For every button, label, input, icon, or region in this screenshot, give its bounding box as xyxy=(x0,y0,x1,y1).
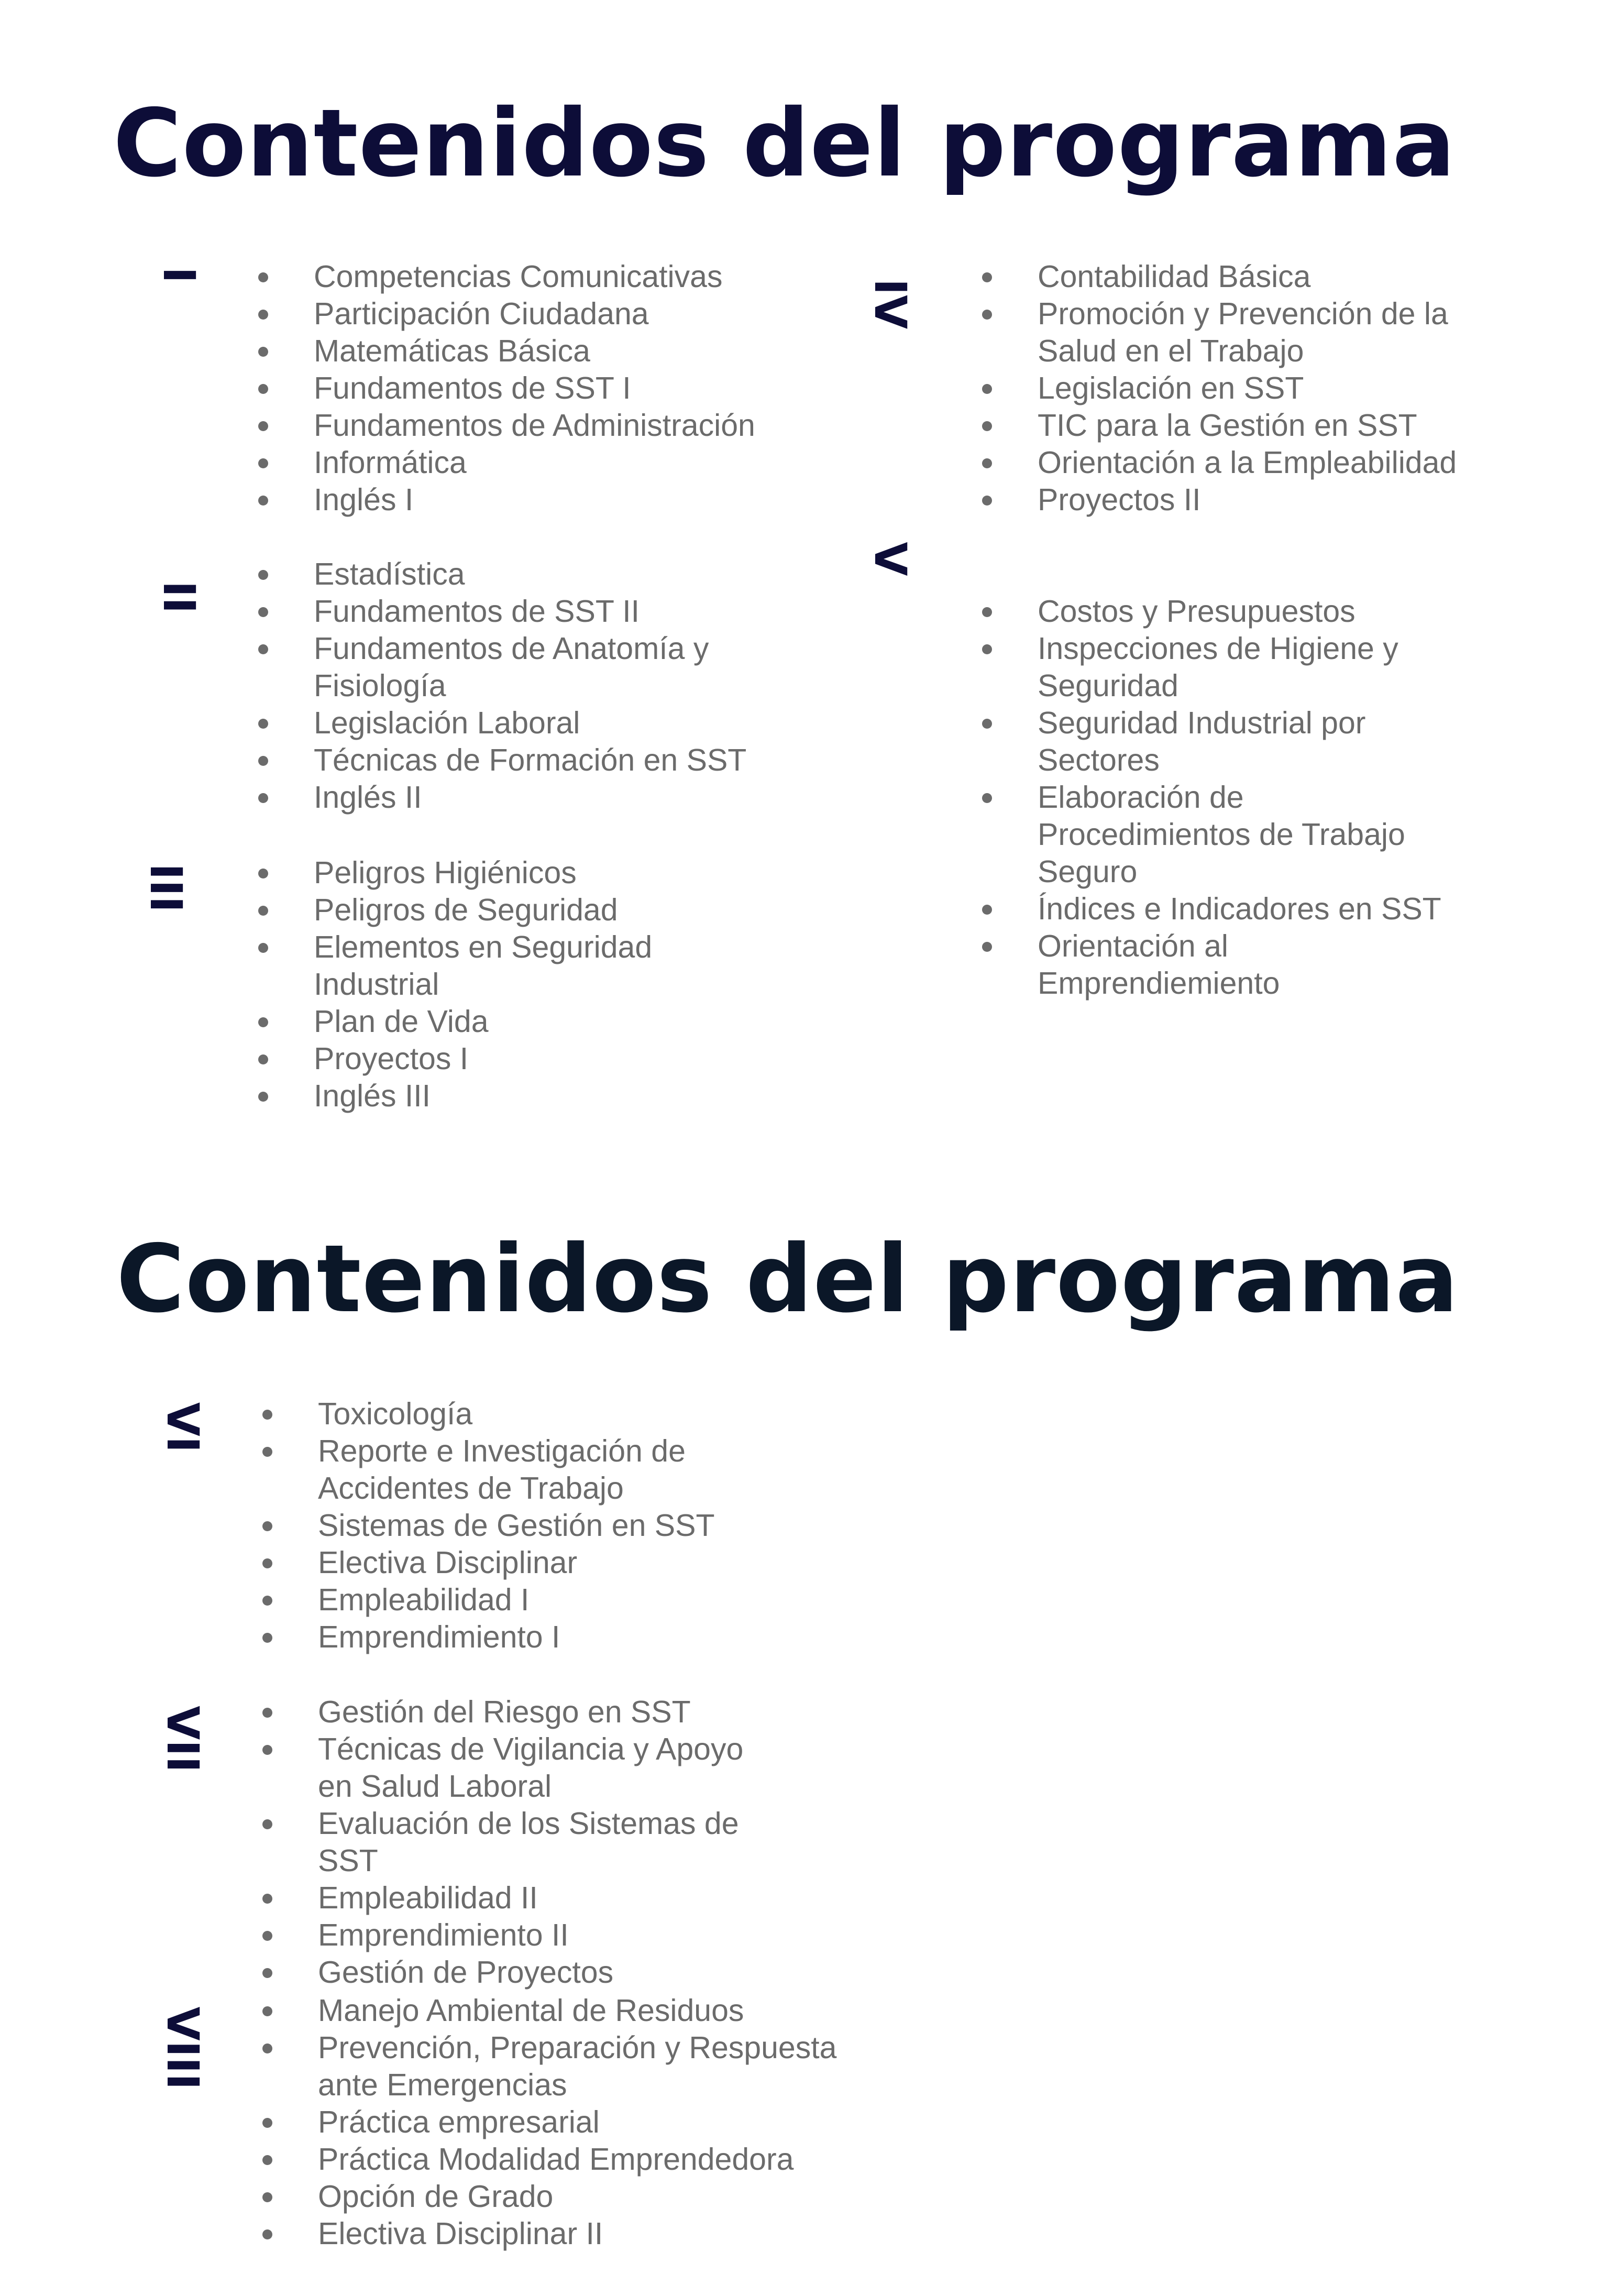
semester-i-list xyxy=(258,258,834,519)
semester-numeral-v: V xyxy=(865,542,916,576)
semester-v-list xyxy=(982,593,1453,1002)
list-item: Seguridad Industrial por Sectores xyxy=(982,705,1453,779)
list-item: Empleabilidad II xyxy=(262,1880,786,1917)
list-item: TIC para la Gestión en SST xyxy=(982,407,1511,444)
list-item: Reporte e Investigación de Accidentes de Trabajo xyxy=(262,1433,734,1507)
list-item: Electiva Disciplinar II xyxy=(262,2215,854,2253)
list-item: Inglés I xyxy=(258,481,834,519)
list-item: Matemáticas Básica xyxy=(258,333,834,370)
list-item: Emprendimiento I xyxy=(262,1619,734,1656)
semester-vi-list xyxy=(262,1396,734,1656)
list-item: Inspecciones de Higiene y Seguridad xyxy=(982,630,1453,705)
list-item: Empleabilidad I xyxy=(262,1581,734,1619)
list-item: Orientación a la Empleabilidad xyxy=(982,444,1511,481)
semester-vii-list xyxy=(262,1694,786,1991)
list-item: Fundamentos de Administración xyxy=(258,407,834,444)
list-item: Opción de Grado xyxy=(262,2178,854,2215)
list-item: Inglés II xyxy=(258,779,761,816)
list-item: Costos y Presupuestos xyxy=(982,593,1453,630)
semester-numeral-i: I xyxy=(153,267,205,283)
list-item: Técnicas de Formación en SST xyxy=(258,742,761,779)
list-item: Técnicas de Vigilancia y Apoyo en Salud Laboral xyxy=(262,1731,786,1805)
list-item: Proyectos II xyxy=(982,481,1511,519)
list-item: Peligros Higiénicos xyxy=(258,854,761,892)
list-item: Emprendimiento II xyxy=(262,1917,786,1954)
list-item: Peligros de Seguridad xyxy=(258,892,761,929)
list-item: Evaluación de los Sistemas de SST xyxy=(262,1805,786,1880)
list-item: Fundamentos de SST II xyxy=(258,593,761,630)
list-item: Fundamentos de Anatomía y Fisiología xyxy=(258,630,761,705)
semester-numeral-iv: IV xyxy=(865,278,916,329)
list-item: Informática xyxy=(258,444,834,481)
semester-iii-list xyxy=(258,854,761,1115)
list-item: Electiva Disciplinar xyxy=(262,1544,734,1581)
semester-numeral-vii: VII xyxy=(157,1706,208,1773)
list-item: Sistemas de Gestión en SST xyxy=(262,1507,734,1544)
list-item: Elaboración de Procedimientos de Trabajo Seguro xyxy=(982,779,1453,891)
page-title-2: Contenidos del programa xyxy=(116,1225,1459,1333)
list-item: Práctica empresarial xyxy=(262,2104,854,2141)
semester-numeral-viii: VIII xyxy=(157,2006,208,2090)
list-item: Competencias Comunicativas xyxy=(258,258,834,295)
page-title: Contenidos del programa xyxy=(113,89,1456,197)
list-item: Legislación Laboral xyxy=(258,705,761,742)
list-item: Estadística xyxy=(258,556,761,593)
semester-numeral-vi: VI xyxy=(157,1402,208,1453)
list-item: Práctica Modalidad Emprendedora xyxy=(262,2141,854,2178)
semester-numeral-ii: II xyxy=(153,580,205,614)
list-item: Inglés III xyxy=(258,1078,761,1115)
list-item: Promoción y Prevención de la Salud en el Trabajo xyxy=(982,295,1511,370)
list-item: Plan de Vida xyxy=(258,1003,761,1040)
semester-iv-list xyxy=(982,258,1511,519)
list-item: Prevención, Preparación y Respuesta ante Emergencias xyxy=(262,2029,854,2104)
list-item: Gestión de Proyectos xyxy=(262,1954,786,1991)
list-item: Participación Ciudadana xyxy=(258,295,834,333)
list-item: Fundamentos de SST I xyxy=(258,370,834,407)
semester-numeral-iii: III xyxy=(140,863,192,913)
list-item: Elementos en Seguridad Industrial xyxy=(258,929,761,1003)
semester-ii-list xyxy=(258,556,761,816)
list-item: Manejo Ambiental de Residuos xyxy=(262,1992,854,2029)
list-item: Índices e Indicadores en SST xyxy=(982,891,1453,928)
list-item: Legislación en SST xyxy=(982,370,1511,407)
list-item: Gestión del Riesgo en SST xyxy=(262,1694,786,1731)
semester-viii-list xyxy=(262,1992,854,2253)
list-item: Contabilidad Básica xyxy=(982,258,1511,295)
list-item: Proyectos I xyxy=(258,1040,761,1078)
list-item: Toxicología xyxy=(262,1396,734,1433)
list-item: Orientación al Emprendiemiento xyxy=(982,928,1453,1002)
